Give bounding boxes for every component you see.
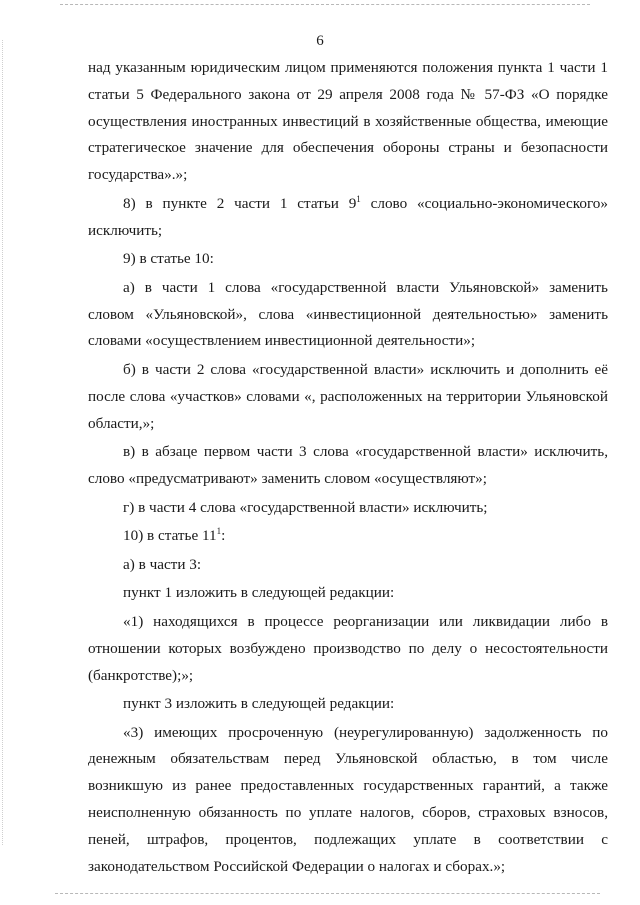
paragraph-point-3-text: «3) имеющих просроченную (неурегулированную) задолженность по денежным обязательствам перед Ульяновской областью, в том числе возникшую из ранее предоставленных государственных гарантий, а также неисполненную обязанность по уплате налогов, сборов, страховых взносов, пеней, штрафов, процентов, подлежащих уплате в соответствии с законодательством Российской Федерации о налогах и сборах.»; (88, 723, 608, 875)
paragraph-subitem-a2: а) в части 3: (123, 555, 202, 573)
document-body (88, 55, 608, 880)
paragraph-item-10: 10) в статье $11^1$: (123, 526, 226, 545)
paragraph-point-3-heading: пункт 3 изложить в следующей редакции: (123, 695, 395, 713)
paragraph-item-9: 9) в статье 10: (123, 250, 214, 268)
paragraph-subitem-v: в) в абзаце первом части 3 слова «государственной власти» исключить, слово «предусматривают» заменить словом «осуществляют»; (88, 443, 608, 487)
paragraph-item-8: 8) в пункте 2 части 1 статьи $9^1$ слово «социально-экономического» исключить; (88, 193, 608, 239)
paragraph-subitem-g: г) в части 4 слова «государственной власти» исключить; (123, 498, 488, 516)
scan-edge-bottom (55, 893, 600, 894)
scan-edge-top (60, 4, 590, 5)
paragraph-point-1-heading: пункт 1 изложить в следующей редакции: (123, 584, 395, 602)
page-number: 6 (316, 33, 324, 49)
scan-edge-left (2, 40, 3, 845)
paragraph-continuation: над указанным юридическим лицом применяются положения пункта 1 части 1 статьи 5 Федерального закона от 29 апреля 2008 года № 57-ФЗ «О порядке осуществления иностранных инвестиций в хозяйственные общества, имеющие стратегическое значение для обеспечения обороны страны и безопасности государства».»; (88, 59, 608, 184)
superscript: 1 (216, 526, 222, 537)
superscript: 1 (356, 193, 361, 204)
paragraph-subitem-a: а) в части 1 слова «государственной власти Ульяновской» заменить словом «Ульяновской», слова «инвестиционной деятельностью» заменить словами «осуществлением инвестиционной деятельности»; (88, 278, 608, 350)
paragraph-subitem-b: б) в части 2 слова «государственной власти» исключить и дополнить её после слова «участков» словами «, расположенных на территории Ульяновской области,»; (88, 360, 608, 432)
paragraph-point-1-text: «1) находящихся в процессе реорганизации или ликвидации либо в отношении которых возбуждено производство по делу о несостоятельности (банкротстве);»; (88, 612, 608, 684)
